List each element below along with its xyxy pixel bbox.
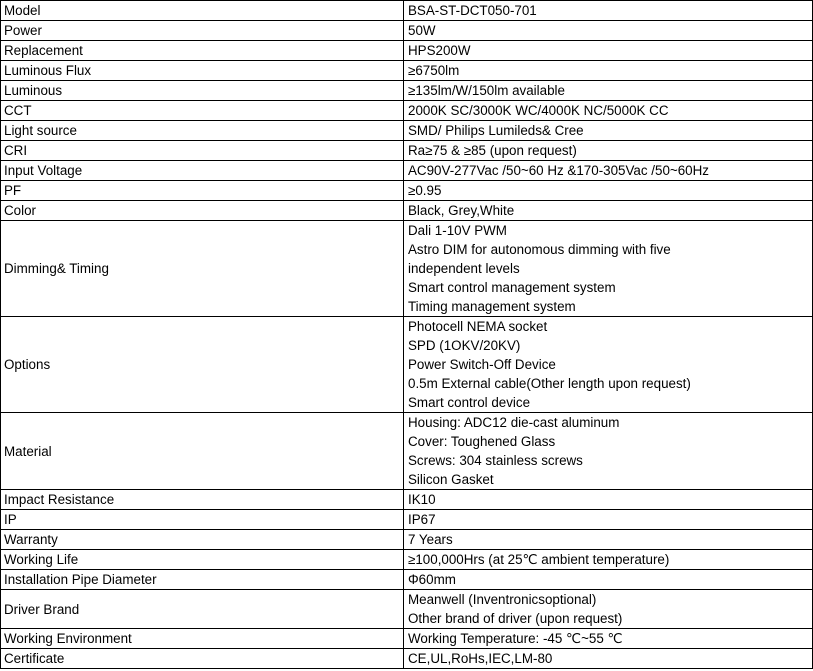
spec-value-cell <box>404 649 813 669</box>
spec-value-line: IK10 <box>408 492 436 507</box>
table-row <box>1 317 813 413</box>
spec-value-cell <box>404 1 813 21</box>
spec-label-cell: Power <box>1 21 404 41</box>
spec-label-cell: Certificate <box>1 649 404 669</box>
spec-value-cell <box>404 590 813 629</box>
spec-value-line: SMD/ Philips Lumileds& Cree <box>408 123 584 138</box>
table-row <box>1 161 813 181</box>
table-row <box>1 181 813 201</box>
spec-value-line: Photocell NEMA socket <box>408 319 548 334</box>
table-row <box>1 201 813 221</box>
spec-value-cell <box>404 221 813 317</box>
spec-value-line: SPD (1OKV/20KV) <box>408 338 521 353</box>
spec-value-cell <box>404 550 813 570</box>
spec-value-line: Astro DIM for autonomous dimming with five <box>408 242 671 257</box>
table-row <box>1 550 813 570</box>
spec-label-cell: Color <box>1 201 404 221</box>
spec-value-cell <box>404 81 813 101</box>
spec-value-line: IP67 <box>408 512 436 527</box>
table-row <box>1 61 813 81</box>
spec-value-line: BSA-ST-DCT050-701 <box>408 3 537 18</box>
table-row <box>1 570 813 590</box>
spec-value-cell <box>404 121 813 141</box>
spec-value-line: ≥100,000Hrs (at 25℃ ambient temperature) <box>408 552 670 567</box>
spec-value-cell <box>404 629 813 649</box>
spec-value-line: ≥6750lm <box>408 63 460 78</box>
table-row <box>1 413 813 490</box>
spec-value-line: Other brand of driver (upon request) <box>408 611 623 626</box>
spec-value-line: 50W <box>408 23 436 38</box>
spec-label-cell: CRI <box>1 141 404 161</box>
spec-value-line: Silicon Gasket <box>408 472 494 487</box>
table-row <box>1 530 813 550</box>
spec-value-line: Timing management system <box>408 299 576 314</box>
spec-value-line: 0.5m External cable(Other length upon request) <box>408 376 691 391</box>
spec-value-cell <box>404 181 813 201</box>
spec-value-cell <box>404 41 813 61</box>
table-row <box>1 490 813 510</box>
spec-value-line: Meanwell (Inventronicsoptional) <box>408 592 597 607</box>
spec-value-line: Cover: Toughened Glass <box>408 434 556 449</box>
spec-label-cell: Working Environment <box>1 629 404 649</box>
spec-value-line: Working Temperature: -45 ℃~55 ℃ <box>408 631 623 646</box>
spec-label-cell: PF <box>1 181 404 201</box>
spec-label-cell: Material <box>1 413 404 490</box>
spec-value-cell <box>404 510 813 530</box>
spec-value-line: ≥0.95 <box>408 183 442 198</box>
spec-value-line: AC90V-277Vac /50~60 Hz &170-305Vac /50~60Hz <box>408 163 709 178</box>
spec-value-line: Dali 1-10V PWM <box>408 223 507 238</box>
spec-value-line: Smart control device <box>408 395 531 410</box>
spec-value-line: Black, Grey,White <box>408 203 515 218</box>
table-row <box>1 141 813 161</box>
spec-label-cell: Options <box>1 317 404 413</box>
spec-value-line: Housing: ADC12 die-cast aluminum <box>408 415 620 430</box>
spec-label-cell: Working Life <box>1 550 404 570</box>
spec-value-cell <box>404 141 813 161</box>
table-row <box>1 221 813 317</box>
spec-value-cell <box>404 101 813 121</box>
spec-label-cell: Input Voltage <box>1 161 404 181</box>
spec-value-line: Screws: 304 stainless screws <box>408 453 583 468</box>
spec-value-line: Ra≥75 & ≥85 (upon request) <box>408 143 577 158</box>
spec-label-cell: CCT <box>1 101 404 121</box>
spec-value-line: HPS200W <box>408 43 471 58</box>
spec-label-cell: Luminous Flux <box>1 61 404 81</box>
spec-label-cell: Installation Pipe Diameter <box>1 570 404 590</box>
spec-value-line: 7 Years <box>408 532 453 547</box>
spec-label-cell: Driver Brand <box>1 590 404 629</box>
spec-label-cell: Warranty <box>1 530 404 550</box>
spec-value-line: CE,UL,RoHs,IEC,LM-80 <box>408 651 553 666</box>
spec-label-cell: Luminous <box>1 81 404 101</box>
table-row <box>1 1 813 21</box>
spec-value-cell <box>404 21 813 41</box>
table-row <box>1 629 813 649</box>
spec-value-cell <box>404 317 813 413</box>
table-row <box>1 101 813 121</box>
spec-value-line: Smart control management system <box>408 280 616 295</box>
spec-value-cell <box>404 161 813 181</box>
spec-value-cell <box>404 570 813 590</box>
table-row <box>1 510 813 530</box>
spec-table-body <box>1 1 813 669</box>
table-row <box>1 81 813 101</box>
spec-value-cell <box>404 201 813 221</box>
spec-label-cell: Impact Resistance <box>1 490 404 510</box>
table-row <box>1 590 813 629</box>
spec-value-line: Power Switch-Off Device <box>408 357 556 372</box>
spec-value-line: ≥135lm/W/150lm available <box>408 83 565 98</box>
table-row <box>1 121 813 141</box>
spec-value-line: independent levels <box>408 261 520 276</box>
spec-value-line: 2000K SC/3000K WC/4000K NC/5000K CC <box>408 103 669 118</box>
spec-label-cell: Replacement <box>1 41 404 61</box>
table-row <box>1 649 813 669</box>
spec-value-cell <box>404 61 813 81</box>
spec-label-cell: Light source <box>1 121 404 141</box>
spec-value-cell <box>404 413 813 490</box>
spec-label-cell: IP <box>1 510 404 530</box>
table-row <box>1 21 813 41</box>
spec-value-cell <box>404 490 813 510</box>
spec-value-cell <box>404 530 813 550</box>
spec-value-line: Φ60mm <box>408 572 456 587</box>
table-row <box>1 41 813 61</box>
spec-label-cell: Dimming& Timing <box>1 221 404 317</box>
spec-label-cell: Model <box>1 1 404 21</box>
